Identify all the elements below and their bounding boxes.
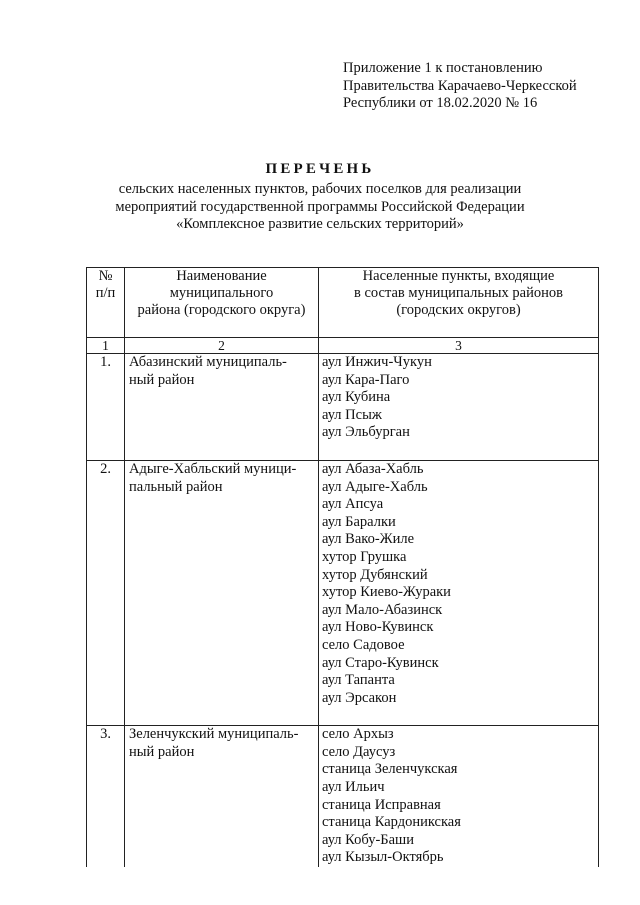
- header-number: [87, 268, 125, 338]
- appendix-note: [343, 60, 633, 113]
- row-number: 1.: [87, 354, 125, 461]
- settlement-item: аул Кара-Паго: [322, 371, 410, 388]
- settlements-table: [86, 267, 599, 867]
- document-title: ПЕРЕЧЕНЬ: [265, 161, 375, 177]
- column-number: 1: [87, 338, 125, 354]
- header-places: [319, 268, 599, 338]
- settlement-item: аул Абаза-Хабль: [322, 460, 424, 477]
- header-line: п/п: [95, 285, 116, 301]
- appendix-line: Республики от 18.02.2020 № 16: [343, 95, 538, 111]
- settlement-item: аул Псыж: [322, 406, 382, 423]
- header-line: Населенные пункты, входящие: [362, 268, 555, 284]
- subtitle-line: «Комплексное развитие сельских территорий»: [176, 216, 464, 232]
- column-number-row: [87, 338, 599, 354]
- settlement-item: аул Мало-Абазинск: [322, 601, 443, 618]
- district-name: [125, 726, 319, 867]
- settlement-item: хутор Киево-Жураки: [322, 584, 451, 601]
- header-line: Наименование: [176, 268, 267, 284]
- settlement-list: [319, 460, 599, 725]
- settlement-item: село Архыз: [322, 726, 394, 743]
- settlement-item: станица Зеленчукская: [322, 761, 458, 778]
- settlement-item: аул Баралки: [322, 513, 396, 530]
- settlement-item: аул Тапанта: [322, 672, 395, 689]
- header-line: №: [98, 268, 113, 284]
- table-row: [87, 726, 599, 867]
- document-subtitle: [60, 181, 580, 234]
- settlement-item: аул Кызыл-Октябрь: [322, 849, 444, 866]
- subtitle-line: сельских населенных пунктов, рабочих поселков для реализации: [118, 181, 522, 197]
- row-number: 3.: [87, 726, 125, 867]
- settlement-item: аул Ильич: [322, 779, 385, 796]
- settlement-item: станица Кардоникская: [322, 814, 461, 831]
- settlement-item: аул Апсуа: [322, 496, 384, 513]
- appendix-line: Приложение 1 к постановлению: [343, 60, 543, 76]
- settlement-item: аул Кобу-Баши: [322, 831, 414, 848]
- settlement-list: [319, 726, 599, 867]
- district-name-line: Зеленчукский муниципаль-: [129, 726, 299, 743]
- table-row: [87, 354, 599, 461]
- district-name: [125, 354, 319, 461]
- header-line: района (городского округа): [137, 302, 306, 318]
- settlement-item: аул Старо-Кувинск: [322, 654, 439, 671]
- settlement-item: аул Адыге-Хабль: [322, 478, 428, 495]
- appendix-line: Правительства Карачаево-Черкесской: [343, 77, 577, 94]
- district-name-line: Адыге-Хабльский муници-: [129, 460, 297, 477]
- settlement-item: хутор Грушка: [322, 548, 407, 565]
- header-district: [125, 268, 319, 338]
- settlement-item: аул Эльбурган: [322, 424, 410, 441]
- settlement-item: село Садовое: [322, 636, 405, 653]
- table-header-row: [87, 268, 599, 338]
- table-row: [87, 460, 599, 725]
- settlement-item: аул Вако-Жиле: [322, 531, 415, 548]
- district-name-line: ный район: [129, 743, 195, 760]
- column-number: 2: [125, 338, 319, 354]
- settlement-item: аул Инжич-Чукун: [322, 354, 432, 370]
- settlement-item: село Даусуз: [322, 743, 396, 760]
- settlement-item: аул Ново-Кувинск: [322, 619, 434, 636]
- district-name-line: пальный район: [129, 478, 223, 495]
- subtitle-line: мероприятий государственной программы Российской Федерации: [115, 198, 525, 215]
- header-line: в состав муниципальных районов: [354, 285, 563, 301]
- settlement-list: [319, 354, 599, 461]
- header-line: муниципального: [169, 285, 274, 301]
- district-name-line: Абазинский муниципаль-: [129, 354, 287, 370]
- settlement-item: хутор Дубянский: [322, 566, 428, 583]
- settlement-item: станица Исправная: [322, 796, 441, 813]
- district-name-line: ный район: [129, 371, 195, 388]
- settlement-item: аул Кубина: [322, 389, 391, 406]
- header-line: (городских округов): [396, 302, 521, 318]
- district-name: [125, 460, 319, 725]
- table-body: [87, 354, 599, 868]
- column-number: 3: [319, 338, 599, 354]
- row-number: 2.: [87, 460, 125, 725]
- settlement-item: аул Эрсакон: [322, 689, 397, 706]
